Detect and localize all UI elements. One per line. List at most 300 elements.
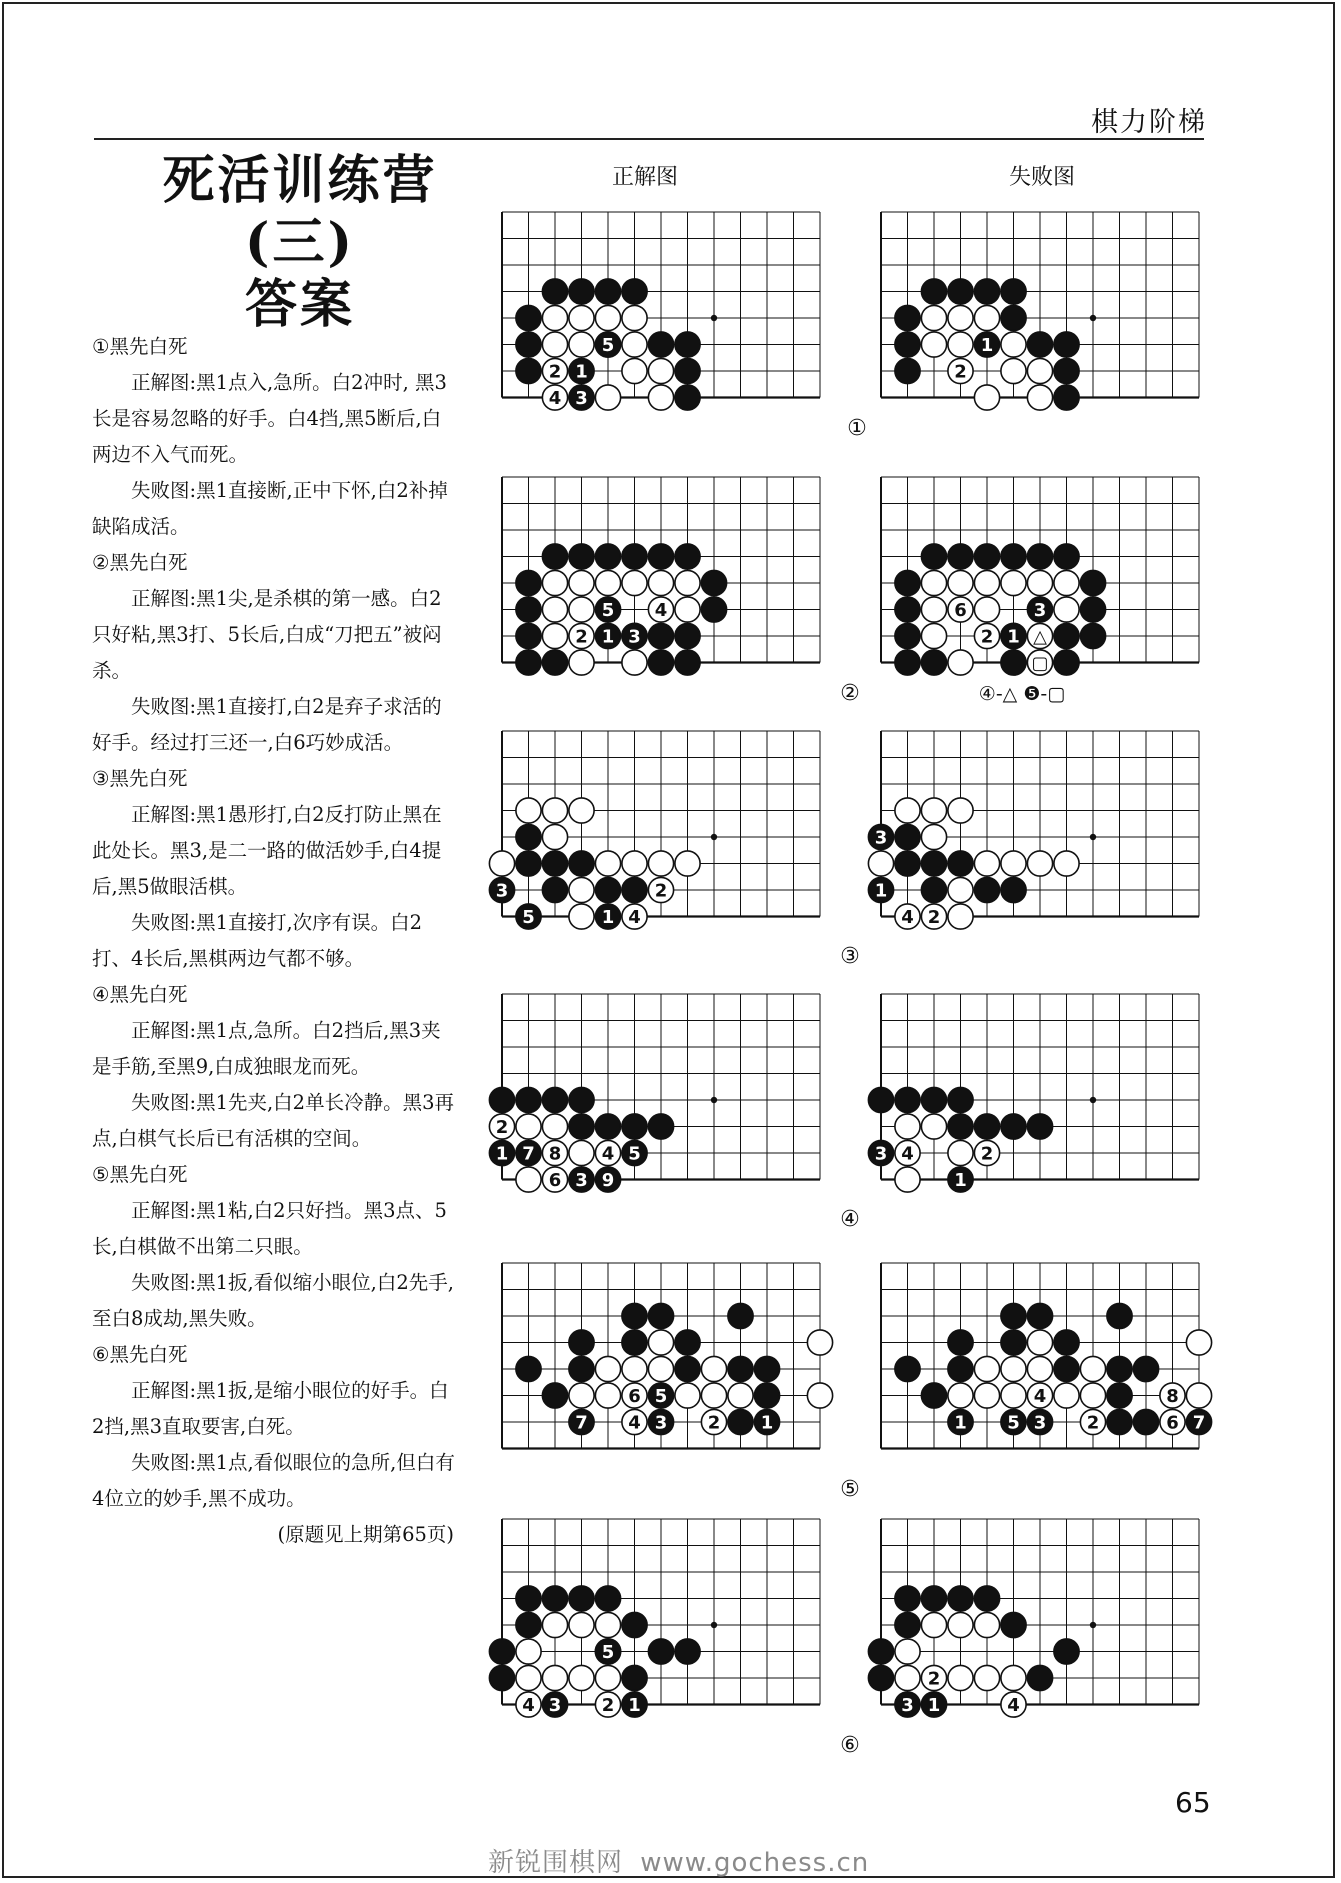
move-number: 7 — [1192, 1412, 1206, 1434]
black-stone — [948, 1087, 973, 1112]
black-stone — [489, 1665, 514, 1690]
move-number: 4 — [628, 907, 641, 928]
answer-paragraph: 失败图:黑1先夹,白2单长冷静。黑3再点,白棋气长后已有活棋的空间。 — [92, 1091, 454, 1150]
black-stone — [1027, 332, 1052, 357]
move-number: 3 — [628, 626, 641, 648]
black-stone — [542, 1586, 567, 1611]
black-stone — [948, 1330, 973, 1355]
white-stone — [516, 1639, 541, 1664]
move-number: 2 — [548, 361, 562, 383]
move-number: 8 — [1166, 1386, 1179, 1407]
black-stone — [1054, 332, 1079, 357]
move-number: 1 — [628, 1695, 641, 1716]
white-stone — [569, 570, 594, 595]
white-stone — [1001, 358, 1026, 383]
move-number: 4 — [1033, 1386, 1047, 1407]
move-number: 1 — [954, 1170, 967, 1191]
white-stone — [948, 650, 973, 675]
white-stone — [595, 305, 620, 330]
answer-paragraph: 失败图:黑1直接打,白2是弃子求活的好手。经过打三还一,白6巧妙成活。 — [92, 695, 442, 754]
black-stone — [622, 279, 647, 304]
problem-heading: ⑥黑先白死 — [92, 1343, 188, 1366]
black-stone — [595, 877, 620, 902]
black-stone — [489, 1639, 514, 1664]
answer-paragraph: 失败图:黑1扳,看似缩小眼位,白2先手,至白8成劫,黑失败。 — [92, 1271, 454, 1330]
failure-diagram-2 — [881, 477, 1199, 675]
move-number: 1 — [760, 1412, 774, 1434]
white-stone — [974, 570, 999, 595]
black-stone — [622, 1303, 647, 1328]
white-stone — [701, 1356, 726, 1381]
white-stone — [569, 305, 594, 330]
black-stone — [675, 332, 700, 357]
black-stone — [895, 1612, 920, 1637]
white-stone — [921, 332, 946, 357]
white-stone — [948, 570, 973, 595]
black-stone — [1080, 597, 1105, 622]
black-stone — [542, 544, 567, 569]
white-stone — [1027, 1356, 1052, 1381]
black-stone — [675, 1639, 700, 1664]
white-stone — [1186, 1330, 1211, 1355]
white-stone — [1080, 1383, 1105, 1408]
black-stone — [895, 1586, 920, 1611]
white-stone — [1054, 1383, 1079, 1408]
white-stone — [595, 1612, 620, 1637]
black-stone — [675, 623, 700, 648]
answer-paragraph: 正解图:黑1愚形打,白2反打防止黑在此处长。黑3,是二一路的做活妙手,白4提后,黑5做眼活棋。 — [92, 803, 442, 898]
correct-diagram-2 — [502, 477, 820, 675]
white-stone — [542, 332, 567, 357]
correct-column-label: 正解图 — [612, 165, 679, 190]
white-stone — [675, 851, 700, 876]
white-stone — [1186, 1383, 1211, 1408]
move-number: 3 — [575, 388, 588, 409]
move-number: 2 — [980, 626, 994, 648]
move-number: 1 — [575, 361, 588, 383]
black-stone — [542, 877, 567, 902]
answer-paragraph: 正解图:黑1点入,急所。白2冲时, 黑3长是容易忽略的好手。白4挡,黑5断后,白两边不入气而死。 — [92, 371, 447, 466]
move-number: 4 — [548, 388, 562, 409]
white-stone — [921, 1612, 946, 1637]
black-stone — [728, 1356, 753, 1381]
black-stone — [595, 1586, 620, 1611]
white-stone — [1001, 1383, 1026, 1408]
black-stone — [1001, 1303, 1026, 1328]
move-number: 9 — [601, 1170, 615, 1191]
black-stone — [948, 1586, 973, 1611]
black-stone — [895, 824, 920, 849]
move-number: 2 — [654, 880, 668, 902]
white-stone — [728, 1383, 753, 1408]
problem-number-label: ① — [847, 416, 867, 441]
white-stone — [921, 597, 946, 622]
black-stone — [728, 1409, 753, 1434]
white-stone — [921, 798, 946, 823]
black-stone — [728, 1303, 753, 1328]
move-number: 1 — [927, 1695, 941, 1716]
black-stone — [569, 1087, 594, 1112]
white-stone — [948, 904, 973, 929]
white-stone — [921, 570, 946, 595]
black-stone — [754, 1356, 779, 1381]
white-stone — [921, 824, 946, 849]
black-stone — [1027, 1303, 1052, 1328]
black-stone — [701, 570, 726, 595]
black-stone — [754, 1383, 779, 1408]
white-stone — [622, 1356, 647, 1381]
black-stone — [895, 358, 920, 383]
black-stone — [921, 851, 946, 876]
problem-heading: ⑤黑先白死 — [92, 1163, 188, 1186]
black-stone — [516, 650, 541, 675]
white-stone — [542, 824, 567, 849]
white-stone — [595, 385, 620, 410]
move-number: 1 — [495, 1143, 509, 1165]
move-number: 2 — [575, 626, 588, 648]
answer-paragraph: 失败图:黑1点,看似眼位的急所,但白有4位立的妙手,黑不成功。 — [92, 1451, 455, 1510]
black-stone — [921, 650, 946, 675]
black-stone — [516, 358, 541, 383]
black-stone — [569, 544, 594, 569]
black-stone — [895, 851, 920, 876]
black-stone — [1001, 279, 1026, 304]
black-stone — [648, 332, 673, 357]
white-stone — [921, 305, 946, 330]
white-stone — [542, 1665, 567, 1690]
move-number: 1 — [954, 1412, 967, 1434]
black-stone — [1001, 650, 1026, 675]
white-stone — [622, 650, 647, 675]
black-stone — [1107, 1409, 1132, 1434]
move-number: 4 — [901, 1143, 914, 1165]
black-stone — [648, 623, 673, 648]
black-stone — [516, 623, 541, 648]
black-stone — [974, 1114, 999, 1139]
black-stone — [675, 385, 700, 410]
move-number: 6 — [628, 1386, 641, 1407]
white-stone — [948, 305, 973, 330]
white-stone — [569, 904, 594, 929]
move-number: ▢ — [1031, 653, 1049, 674]
star-point — [711, 834, 717, 840]
failure-diagram-5 — [881, 1263, 1212, 1449]
move-number: 5 — [654, 1386, 668, 1407]
black-stone — [974, 279, 999, 304]
black-stone — [516, 1356, 541, 1381]
move-number: 1 — [601, 626, 615, 648]
black-stone — [701, 597, 726, 622]
black-stone — [516, 305, 541, 330]
failure-diagram-3 — [868, 731, 1199, 929]
white-stone — [569, 798, 594, 823]
white-stone — [895, 798, 920, 823]
black-stone — [974, 1586, 999, 1611]
white-stone — [675, 1383, 700, 1408]
diagram-note: ④-△ ❺-▢ — [978, 683, 1066, 705]
footer-url: www.gochess.cn — [640, 1848, 870, 1878]
white-stone — [648, 570, 673, 595]
problem-number-label: ③ — [840, 944, 860, 969]
white-stone — [675, 597, 700, 622]
move-number: 6 — [1166, 1412, 1179, 1434]
white-stone — [974, 597, 999, 622]
black-stone — [1107, 1383, 1132, 1408]
problem-heading: ④黑先白死 — [92, 983, 188, 1006]
problem-heading: ③黑先白死 — [92, 767, 188, 790]
white-stone — [542, 570, 567, 595]
black-stone — [1054, 1639, 1079, 1664]
black-stone — [516, 851, 541, 876]
black-stone — [675, 650, 700, 675]
move-number: △ — [1033, 626, 1047, 648]
move-number: 8 — [548, 1143, 562, 1165]
white-stone — [1054, 597, 1079, 622]
problem-heading: ①黑先白死 — [92, 335, 188, 358]
failure-diagram-1 — [881, 212, 1199, 410]
white-stone — [1027, 385, 1052, 410]
move-number: 4 — [654, 600, 668, 621]
black-stone — [1133, 1409, 1158, 1434]
move-number: 5 — [601, 1642, 615, 1663]
black-stone — [516, 1087, 541, 1112]
white-stone — [516, 798, 541, 823]
black-stone — [516, 570, 541, 595]
white-stone — [1054, 851, 1079, 876]
failure-diagram-6 — [868, 1519, 1199, 1717]
black-stone — [1054, 1356, 1079, 1381]
white-stone — [701, 1383, 726, 1408]
black-stone — [948, 1114, 973, 1139]
white-stone — [948, 332, 973, 357]
black-stone — [1054, 623, 1079, 648]
white-stone — [1001, 332, 1026, 357]
correct-diagram-6 — [489, 1519, 820, 1717]
white-stone — [948, 1140, 973, 1165]
black-stone — [921, 877, 946, 902]
white-stone — [595, 570, 620, 595]
move-number: 7 — [522, 1143, 535, 1165]
white-stone — [622, 851, 647, 876]
black-stone — [1001, 544, 1026, 569]
white-stone — [595, 851, 620, 876]
black-stone — [516, 597, 541, 622]
white-stone — [542, 1612, 567, 1637]
black-stone — [1001, 1612, 1026, 1637]
move-number: 5 — [522, 907, 535, 928]
white-stone — [1080, 1356, 1105, 1381]
answer-paragraph: 正解图:黑1点,急所。白2挡后,黑3夹是手筋,至黑9,白成独眼龙而死。 — [92, 1019, 441, 1078]
white-stone — [622, 358, 647, 383]
move-number: 3 — [874, 1143, 888, 1165]
move-number: 7 — [575, 1412, 588, 1434]
move-number: 6 — [954, 600, 967, 621]
white-stone — [974, 1665, 999, 1690]
black-stone — [1054, 358, 1079, 383]
white-stone — [569, 1665, 594, 1690]
black-stone — [569, 279, 594, 304]
black-stone — [648, 1303, 673, 1328]
white-stone — [648, 1330, 673, 1355]
white-stone — [895, 1114, 920, 1139]
black-stone — [1001, 305, 1026, 330]
white-stone — [595, 1356, 620, 1381]
move-number: 1 — [1007, 626, 1020, 648]
black-stone — [622, 877, 647, 902]
black-stone — [921, 1586, 946, 1611]
black-stone — [1001, 877, 1026, 902]
answer-paragraph: 正解图:黑1粘,白2只好挡。黑3点、5长,白棋做不出第二只眼。 — [92, 1199, 447, 1258]
answer-paragraph: 失败图:黑1直接断,正中下怀,白2补掉缺陷成活。 — [92, 479, 448, 538]
white-stone — [648, 1356, 673, 1381]
white-stone — [1027, 851, 1052, 876]
move-number: 5 — [601, 600, 615, 621]
black-stone — [542, 851, 567, 876]
white-stone — [921, 1114, 946, 1139]
problem-number-label: ⑥ — [840, 1733, 860, 1758]
star-point — [711, 1097, 717, 1103]
star-point — [1090, 1097, 1096, 1103]
black-stone — [622, 1665, 647, 1690]
black-stone — [895, 1087, 920, 1112]
black-stone — [1054, 544, 1079, 569]
black-stone — [921, 544, 946, 569]
move-number: 3 — [901, 1695, 914, 1716]
correct-diagram-4 — [489, 994, 820, 1192]
white-stone — [622, 570, 647, 595]
black-stone — [1027, 544, 1052, 569]
black-stone — [595, 544, 620, 569]
white-stone — [921, 623, 946, 648]
title-line-2: 答案 — [244, 274, 355, 335]
source-reference: (原题见上期第65页) — [277, 1523, 454, 1546]
white-stone — [622, 305, 647, 330]
black-stone — [868, 1639, 893, 1664]
black-stone — [895, 623, 920, 648]
black-stone — [569, 1586, 594, 1611]
white-stone — [569, 1140, 594, 1165]
move-number: 4 — [601, 1143, 615, 1165]
white-stone — [542, 305, 567, 330]
move-number: 3 — [654, 1412, 668, 1434]
white-stone — [569, 1383, 594, 1408]
problem-number-label: ④ — [840, 1207, 860, 1232]
black-stone — [1027, 1665, 1052, 1690]
black-stone — [1054, 650, 1079, 675]
black-stone — [948, 544, 973, 569]
white-stone — [569, 1612, 594, 1637]
black-stone — [622, 1330, 647, 1355]
black-stone — [921, 279, 946, 304]
failure-diagram-4 — [868, 994, 1199, 1192]
white-stone — [648, 358, 673, 383]
white-stone — [895, 1639, 920, 1664]
white-stone — [595, 1665, 620, 1690]
correct-diagram-5 — [502, 1263, 833, 1449]
black-stone — [1054, 1330, 1079, 1355]
white-stone — [895, 1665, 920, 1690]
black-stone — [1080, 570, 1105, 595]
white-stone — [1001, 570, 1026, 595]
move-number: 2 — [927, 907, 941, 928]
move-number: 3 — [1033, 600, 1047, 621]
move-number: 1 — [601, 907, 615, 928]
black-stone — [569, 1330, 594, 1355]
correct-diagram-1 — [502, 212, 820, 410]
answer-paragraph: 正解图:黑1尖,是杀棋的第一感。白2只好粘,黑3打、5长后,白成“刀把五”被闷杀。 — [92, 587, 442, 682]
move-number: 5 — [601, 335, 615, 356]
problem-number-label: ⑤ — [840, 1477, 860, 1502]
black-stone — [516, 824, 541, 849]
white-stone — [974, 385, 999, 410]
black-stone — [648, 544, 673, 569]
white-stone — [1054, 570, 1079, 595]
black-stone — [895, 332, 920, 357]
black-stone — [895, 650, 920, 675]
black-stone — [948, 851, 973, 876]
answer-paragraph: 正解图:黑1扳,是缩小眼位的好手。白2挡,黑3直取要害,白死。 — [92, 1379, 449, 1438]
white-stone — [569, 597, 594, 622]
black-stone — [622, 1612, 647, 1637]
white-stone — [948, 1383, 973, 1408]
white-stone — [595, 1383, 620, 1408]
black-stone — [895, 597, 920, 622]
white-stone — [948, 1665, 973, 1690]
move-number: 2 — [927, 1668, 941, 1690]
move-number: 2 — [1086, 1412, 1100, 1434]
move-number: 4 — [628, 1412, 641, 1434]
white-stone — [807, 1383, 832, 1408]
move-number: 4 — [1007, 1695, 1020, 1716]
black-stone — [542, 279, 567, 304]
black-stone — [675, 1356, 700, 1381]
black-stone — [1107, 1356, 1132, 1381]
white-stone — [807, 1330, 832, 1355]
white-stone — [974, 1612, 999, 1637]
black-stone — [868, 1665, 893, 1690]
white-stone — [1001, 851, 1026, 876]
star-point — [711, 315, 717, 321]
move-number: 4 — [901, 907, 914, 928]
white-stone — [648, 851, 673, 876]
white-stone — [974, 305, 999, 330]
white-stone — [489, 851, 514, 876]
black-stone — [948, 279, 973, 304]
move-number: 3 — [575, 1170, 588, 1191]
move-number: 1 — [980, 335, 994, 356]
section-header: 棋力阶梯 — [1091, 107, 1207, 138]
white-stone — [948, 877, 973, 902]
white-stone — [974, 1383, 999, 1408]
white-stone — [1001, 1356, 1026, 1381]
move-number: 2 — [601, 1695, 615, 1716]
black-stone — [542, 650, 567, 675]
correct-diagram-3 — [489, 731, 820, 929]
star-point — [1090, 834, 1096, 840]
white-stone — [542, 597, 567, 622]
black-stone — [921, 1087, 946, 1112]
black-stone — [648, 1114, 673, 1139]
move-number: 5 — [628, 1143, 641, 1165]
move-number: 5 — [1007, 1412, 1020, 1434]
star-point — [1090, 315, 1096, 321]
move-number: 4 — [522, 1695, 535, 1716]
white-stone — [542, 623, 567, 648]
black-stone — [622, 1114, 647, 1139]
white-stone — [569, 650, 594, 675]
title-line-1: 死活训练营(三) — [162, 150, 438, 273]
footer-site-name: 新锐围棋网 — [488, 1848, 624, 1878]
